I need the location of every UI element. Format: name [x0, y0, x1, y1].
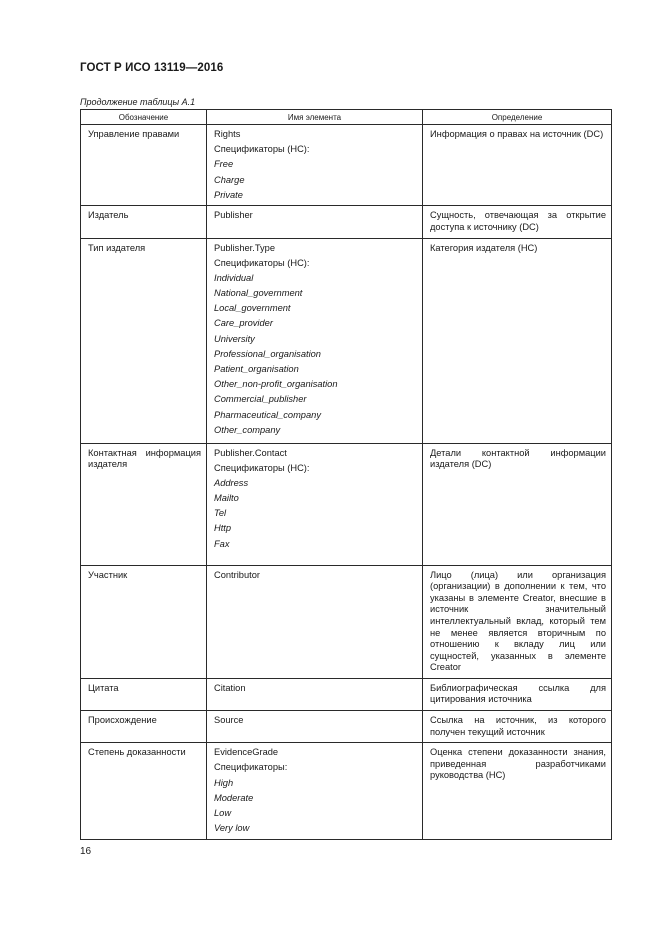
cell-element-name: [207, 125, 423, 206]
qualifier-item: Pharmaceutical_company: [214, 409, 321, 420]
qualifiers-label: Спецификаторы (НС):: [214, 144, 310, 155]
cell-designation: Управление правами: [81, 125, 207, 206]
cell-definition: Детали контактной информации издателя (DC): [423, 443, 612, 565]
qualifiers-label: Спецификаторы (НС):: [214, 257, 310, 268]
element-name: Publisher.Contact: [214, 447, 287, 458]
table-row: [81, 125, 612, 206]
qualifier-item: Mailto: [214, 493, 239, 504]
cell-definition: Информация о правах на источник (DC): [423, 125, 612, 206]
cell-definition: Сущность, отвечающая за открытие доступа к источнику (DC): [423, 206, 612, 238]
element-name: Source: [214, 715, 244, 726]
page-number: 16: [80, 846, 92, 857]
table-row: [81, 206, 612, 238]
qualifiers-label: Спецификаторы:: [214, 762, 288, 773]
element-name: Rights: [214, 129, 241, 139]
element-name: EvidenceGrade: [214, 747, 279, 758]
cell-element-name: [207, 443, 423, 565]
qualifier-item: Local_government: [214, 303, 291, 314]
qualifier-item: Other_company: [214, 424, 281, 435]
element-name: Publisher.Type: [214, 242, 275, 253]
table-row: [81, 238, 612, 443]
document-header: ГОСТ Р ИСО 13119—2016: [80, 62, 224, 74]
table-header-row: [81, 110, 612, 125]
table-row: [81, 743, 612, 840]
cell-designation: Тип издателя: [81, 238, 207, 443]
table-row: [81, 443, 612, 565]
table-row: [81, 678, 612, 710]
elements-table: [80, 109, 612, 840]
element-name: Contributor: [214, 569, 260, 580]
cell-definition: Ссылка на источник, из которого получен текущий источник: [423, 711, 612, 743]
qualifier-item: Commercial_publisher: [214, 394, 307, 405]
qualifier-item: Individual: [214, 272, 254, 283]
table-body: [81, 125, 612, 840]
qualifier-item: Free: [214, 159, 234, 170]
qualifier-item: Other_non-profit_organisation: [214, 379, 338, 390]
qualifier-item: Fax: [214, 538, 230, 549]
cell-designation: Участник: [81, 565, 207, 678]
table-row: [81, 565, 612, 678]
qualifier-item: Private: [214, 189, 243, 200]
table-caption: Продолжение таблицы А.1: [80, 97, 196, 107]
cell-element-name: [207, 565, 423, 678]
cell-designation: Степень доказанности: [81, 743, 207, 840]
qualifier-item: University: [214, 333, 255, 344]
qualifier-item: Http: [214, 523, 232, 534]
qualifier-item: Moderate: [214, 792, 254, 803]
element-name: Publisher: [214, 210, 253, 221]
element-name: Citation: [214, 682, 246, 693]
cell-element-name: [207, 206, 423, 238]
qualifiers-label: Спецификаторы (НС):: [214, 462, 310, 473]
qualifier-item: Care_provider: [214, 318, 273, 329]
cell-definition: Лицо (лица) или организация (организации) в дополнении к тем, что указаны в элементе Creator, внесшие в источник значительный интеллектуальный вклад, который тем не менее является вторичным по отношению к вкладу лиц или сущностей, указанных в элементе Creator: [423, 565, 612, 678]
cell-element-name: [207, 678, 423, 710]
cell-designation: Контактная информация издателя: [81, 443, 207, 565]
qualifier-item: Charge: [214, 174, 245, 185]
cell-designation: Издатель: [81, 206, 207, 238]
qualifier-item: Address: [214, 477, 249, 488]
qualifier-item: Low: [214, 808, 232, 818]
column-header-element-name: Имя элемента: [207, 110, 423, 125]
qualifier-item: Very low: [214, 823, 250, 834]
qualifier-item: Tel: [214, 508, 227, 519]
cell-element-name: [207, 743, 423, 840]
qualifier-item: National_government: [214, 288, 303, 299]
qualifier-item: High: [214, 777, 234, 788]
cell-element-name: [207, 238, 423, 443]
cell-definition: Оценка степени доказанности знания, приведенная разработчиками руководства (НС): [423, 743, 612, 840]
table-row: [81, 711, 612, 743]
qualifier-item: Patient_organisation: [214, 364, 299, 375]
cell-designation: Происхождение: [81, 711, 207, 743]
cell-definition: Категория издателя (НС): [423, 238, 612, 443]
qualifier-item: Professional_organisation: [214, 348, 321, 359]
column-header-designation: Обозначение: [81, 110, 207, 125]
column-header-definition: Определение: [423, 110, 612, 125]
cell-designation: Цитата: [81, 678, 207, 710]
cell-element-name: [207, 711, 423, 743]
cell-definition: Библиографическая ссылка для цитирования источника: [423, 678, 612, 710]
